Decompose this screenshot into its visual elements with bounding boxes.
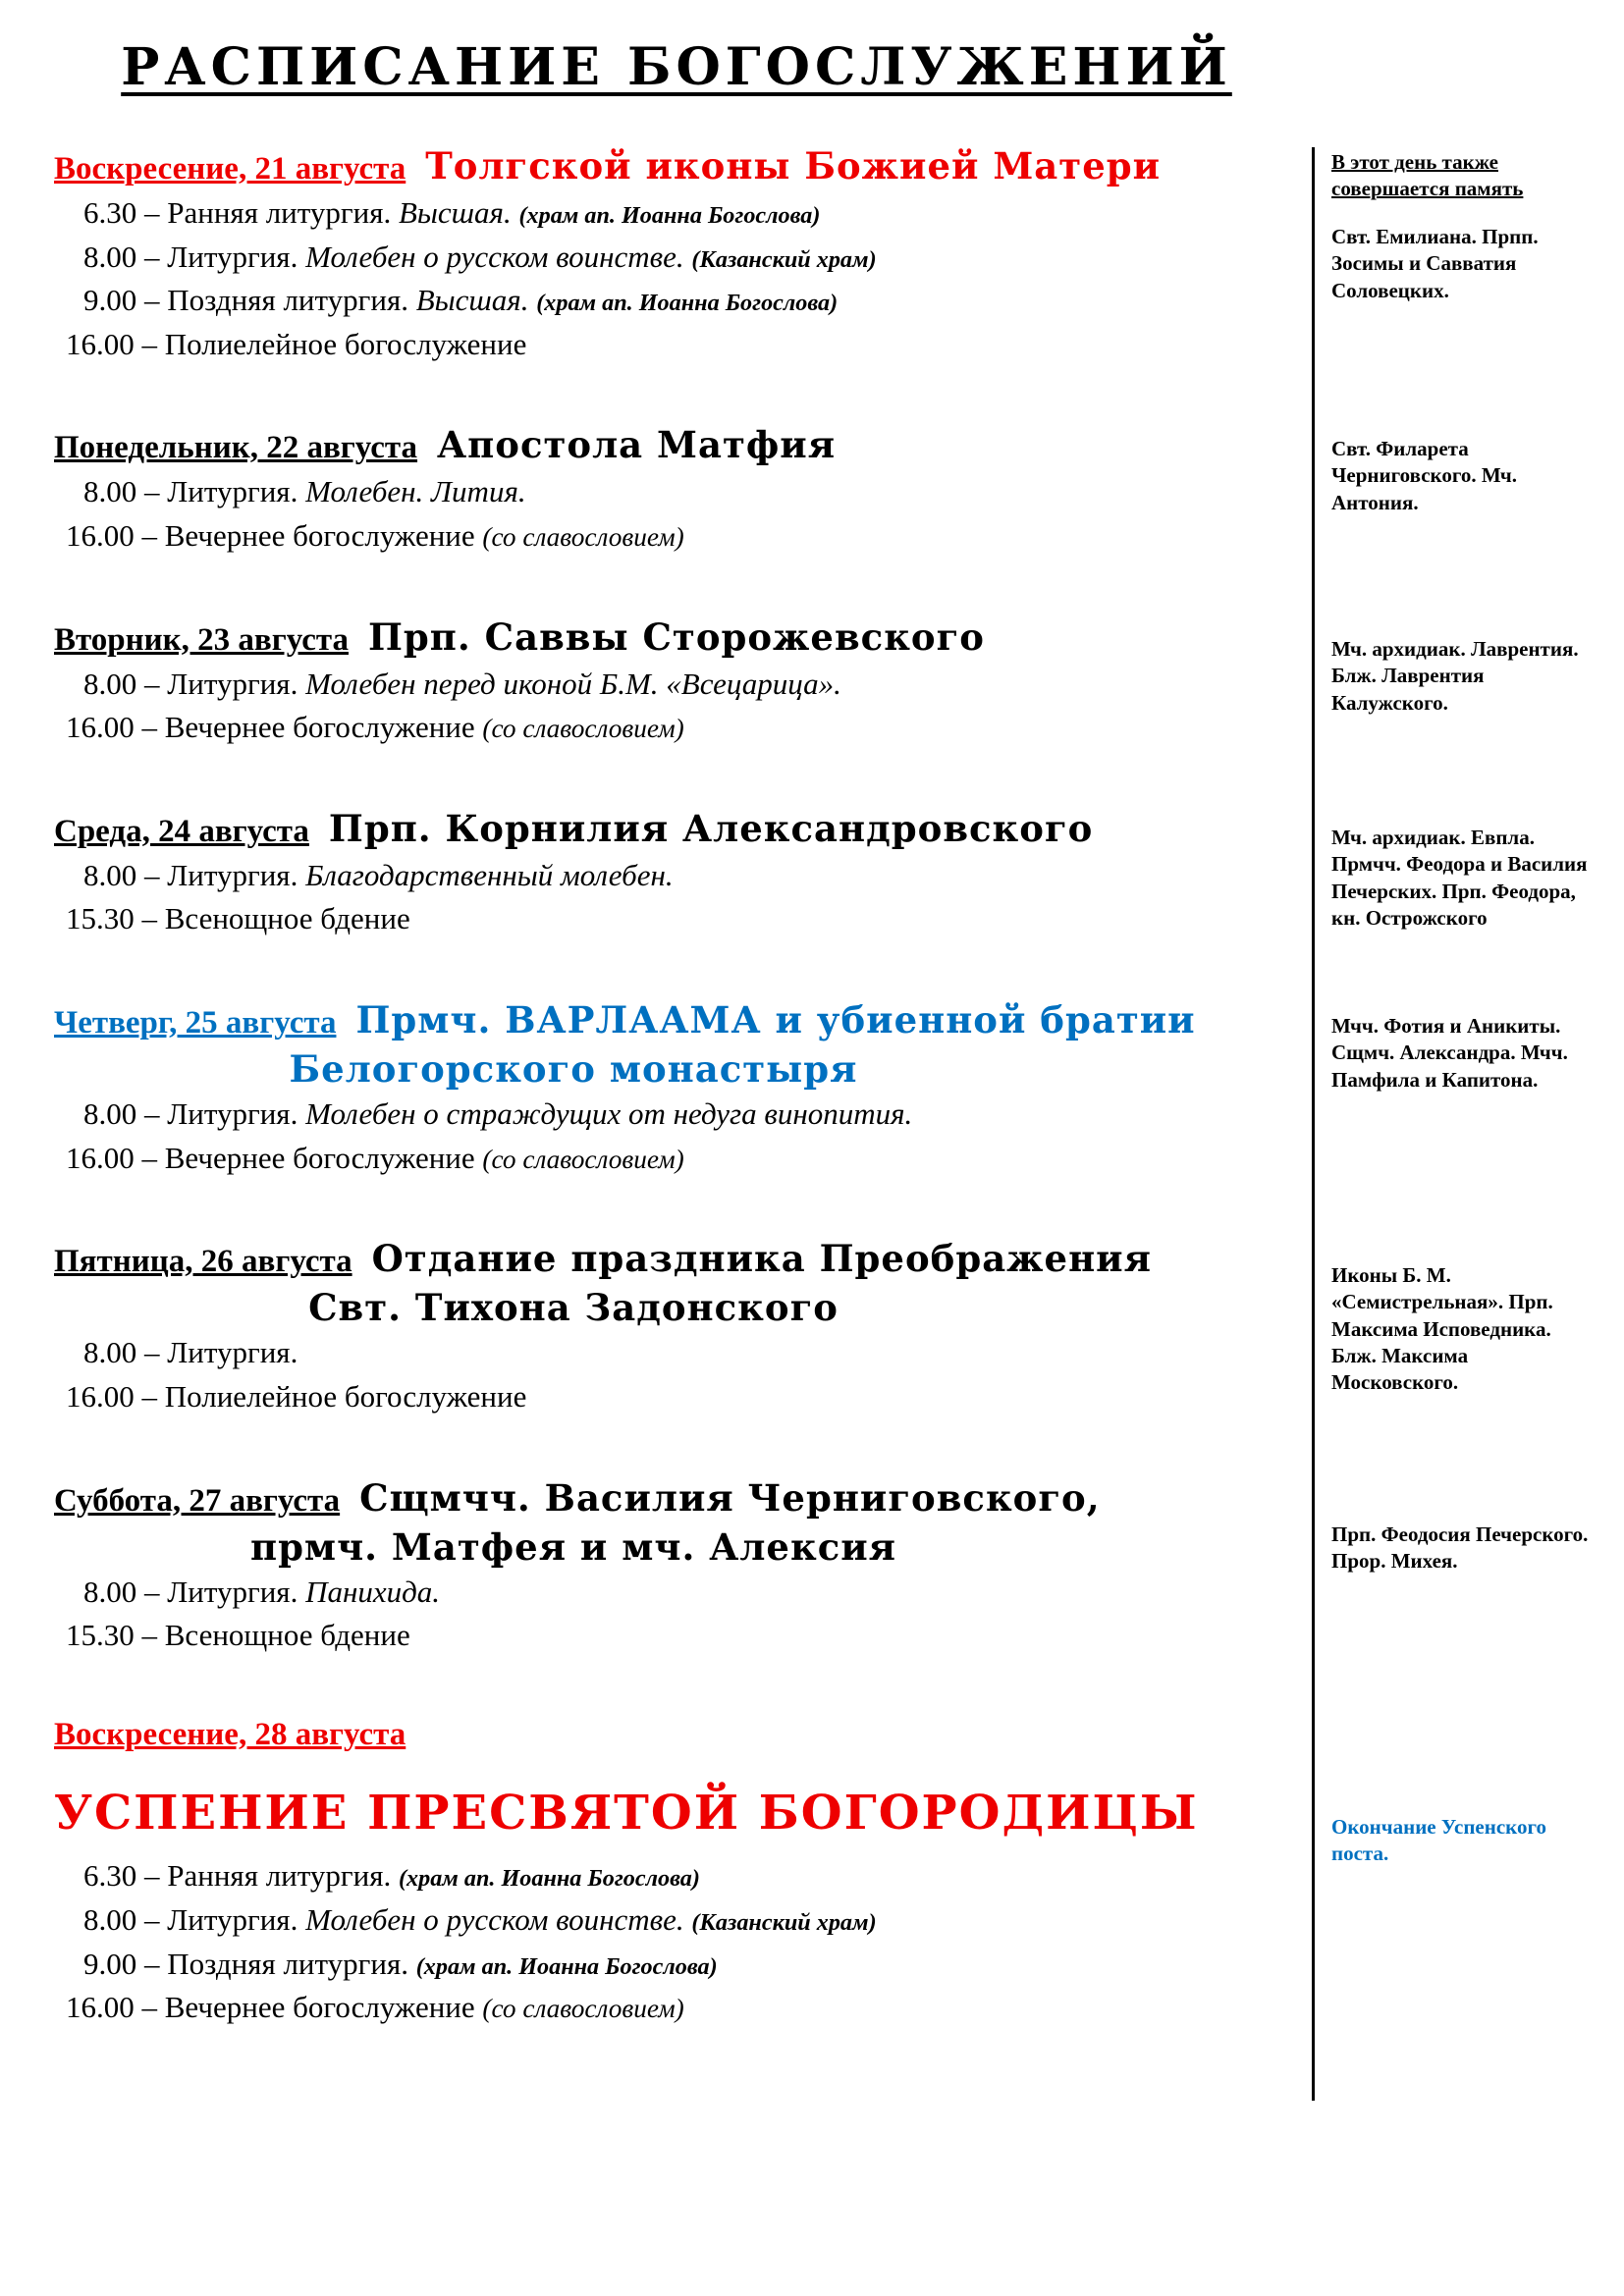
schedule-text: Молебен. Лития.	[305, 474, 526, 509]
schedule-line	[54, 1331, 1299, 1375]
schedule-text: 9.00 – Поздняя литургия.	[83, 283, 416, 318]
schedule-text: 15.30 – Всенощное бдение	[66, 1618, 410, 1653]
schedule-text: Панихида.	[305, 1574, 441, 1609]
sidebar-note: Свт. Филарета Черниговского. Мч. Антония.	[1331, 437, 1517, 514]
schedule-text: Молебен о русском воинстве.	[305, 1902, 692, 1938]
schedule-text: 8.00 – Литургия.	[83, 1335, 298, 1370]
sidebar-note: Мч. архидиак. Евпла. Прмчч. Феодора и Василия Печерских. Прп. Феодора, кн. Острожского	[1331, 826, 1588, 930]
day-date: Суббота, 27 августа	[54, 1482, 341, 1519]
schedule-line	[54, 1943, 1299, 1987]
day-header	[54, 996, 1299, 1045]
day-date: Воскресение, 21 августа	[54, 151, 406, 187]
sidebar-note: Иконы Б. М. «Семистрельная». Прп. Максима Исповедника. Блж. Максима Московского.	[1331, 1263, 1553, 1395]
schedule-text: Молебен перед иконой Б.М. «Всецарица».	[305, 666, 841, 701]
schedule-line	[54, 1093, 1299, 1137]
day-header	[54, 421, 1299, 470]
schedule-line	[54, 1898, 1299, 1943]
schedule-text: (Казанский храм)	[691, 1909, 877, 1937]
day-section	[54, 996, 1299, 1180]
day-header	[54, 1474, 1299, 1523]
day-section	[54, 1474, 1299, 1658]
feast-title: УСПЕНИЕ ПРЕСВЯТОЙ БОГОРОДИЦЫ	[54, 1786, 1199, 1842]
feast-title: Прп. Саввы Сторожевского	[367, 614, 985, 659]
schedule-text: Благодарственный молебен.	[305, 857, 674, 892]
schedule-text: 16.00 – Вечернее богослужение	[66, 1990, 483, 2025]
day-date: Воскресение, 28 августа	[54, 1716, 406, 1752]
feast-title: Апостола Матфия	[437, 423, 837, 467]
schedule-text: 9.00 – Поздняя литургия.	[83, 1946, 416, 1981]
day-section	[54, 1713, 1299, 2030]
day-section	[54, 805, 1299, 941]
schedule-text: 16.00 – Вечернее богослужение	[66, 518, 483, 553]
feast-title: Прмч. ВАРЛААМА и убиенной братии	[355, 998, 1196, 1041]
schedule-text: Молебен о страждущих от недуга винопития.	[305, 1096, 913, 1132]
schedule-text: (храм ап. Иоанна Богослова)	[518, 201, 821, 229]
sidebar-note: Свт. Емилиана. Прпп. Зосимы и Савватия Соловецких.	[1331, 225, 1539, 302]
schedule-text: 6.30 – Ранняя литургия.	[83, 194, 399, 230]
schedule-line	[54, 854, 1299, 898]
schedule-text: 8.00 – Литургия.	[83, 1902, 306, 1938]
schedule-line	[54, 470, 1299, 514]
schedule-text: 15.30 – Всенощное бдение	[66, 901, 410, 936]
schedule-line	[54, 514, 1299, 559]
day-header	[54, 1235, 1299, 1284]
schedule-text: (со славословием)	[482, 1994, 684, 2024]
day-section	[54, 142, 1299, 366]
sidebar-note: Окончание Успенского поста.	[1331, 1815, 1547, 1866]
sidebar-note: Мчч. Фотия и Аникиты. Сщмч. Александра. Мчч. Памфила и Капитона.	[1331, 1014, 1568, 1092]
schedule-text: 16.00 – Полиелейное богослужение	[66, 1378, 527, 1414]
schedule-line	[54, 279, 1299, 323]
schedule-text: 16.00 – Полиелейное богослужение	[66, 326, 527, 361]
schedule-line	[54, 323, 1299, 367]
day-header	[54, 614, 1299, 663]
feast-title: Толгской иконы Божией Матери	[425, 144, 1162, 187]
day-header	[54, 1713, 1299, 1757]
schedule-text: 8.00 – Литургия.	[83, 666, 306, 701]
schedule-text: 8.00 – Литургия.	[83, 1096, 306, 1132]
sidebar-note: Прп. Феодосия Печерского. Прор. Михея.	[1331, 1522, 1589, 1574]
schedule-line	[54, 706, 1299, 750]
schedule-line	[54, 1137, 1299, 1181]
schedule-text: 8.00 – Литургия.	[83, 239, 306, 274]
sidebar-header: В этот день также совершается память	[1331, 150, 1524, 201]
schedule-line	[54, 1986, 1299, 2030]
day-date: Четверг, 25 августа	[54, 1005, 337, 1041]
schedule-main-column	[54, 37, 1299, 2030]
feast-title: Отдание праздника Преображения	[371, 1237, 1152, 1281]
day-section	[54, 1235, 1299, 1418]
sidebar-note: Мч. архидиак. Лаврентия. Блж. Лаврентия Калужского.	[1331, 637, 1579, 715]
day-date: Среда, 24 августа	[54, 813, 309, 849]
feast-title: Прп. Корнилия Александровского	[328, 806, 1094, 850]
schedule-text: 16.00 – Вечернее богослужение	[66, 710, 483, 745]
schedule-text: 8.00 – Литургия.	[83, 474, 306, 509]
schedule-text: Высшая.	[398, 194, 519, 230]
day-date: Пятница, 26 августа	[54, 1244, 352, 1280]
schedule-line	[54, 663, 1299, 707]
vertical-divider	[1312, 147, 1315, 2101]
schedule-text: (со славословием)	[482, 714, 684, 744]
schedule-line	[54, 1375, 1299, 1419]
day-header	[54, 805, 1299, 854]
schedule-text: Высшая.	[415, 283, 537, 318]
schedule-text: (храм ап. Иоанна Богослова)	[536, 290, 839, 317]
schedule-text: (со славословием)	[482, 522, 684, 552]
schedule-text: (храм ап. Иоанна Богослова)	[398, 1865, 700, 1893]
schedule-text: 16.00 – Вечернее богослужение	[66, 1140, 483, 1175]
feast-title: Свт. Тихона Задонского	[308, 1286, 839, 1330]
schedule-text: 6.30 – Ранняя литургия.	[83, 1858, 399, 1894]
day-date: Вторник, 23 августа	[54, 621, 349, 658]
schedule-line	[54, 1571, 1299, 1615]
schedule-line	[54, 236, 1299, 280]
schedule-text: 8.00 – Литургия.	[83, 1574, 306, 1609]
schedule-line	[54, 1854, 1299, 1898]
schedule-line	[54, 897, 1299, 941]
page-title: РАСПИСАНИЕ БОГОСЛУЖЕНИЙ	[121, 37, 1232, 97]
feast-title: Сщмчч. Василия Черниговского,	[359, 1475, 1101, 1520]
day-header	[54, 142, 1299, 191]
sidebar-commemorations	[1331, 0, 1598, 2296]
schedule-line	[54, 191, 1299, 236]
schedule-text: (со славословием)	[482, 1144, 684, 1174]
schedule-days	[54, 142, 1299, 2030]
schedule-text: 8.00 – Литургия.	[83, 857, 306, 892]
schedule-text: Молебен о русском воинстве.	[305, 239, 692, 274]
feast-title: прмч. Матфея и мч. Алексия	[249, 1524, 897, 1569]
feast-title: Белогорского монастыря	[289, 1046, 858, 1091]
schedule-text: (храм ап. Иоанна Богослова)	[415, 1952, 718, 1980]
schedule-line	[54, 1614, 1299, 1658]
schedule-text: (Казанский храм)	[691, 245, 877, 273]
day-section	[54, 614, 1299, 750]
day-date: Понедельник, 22 августа	[54, 430, 418, 466]
day-section	[54, 421, 1299, 558]
